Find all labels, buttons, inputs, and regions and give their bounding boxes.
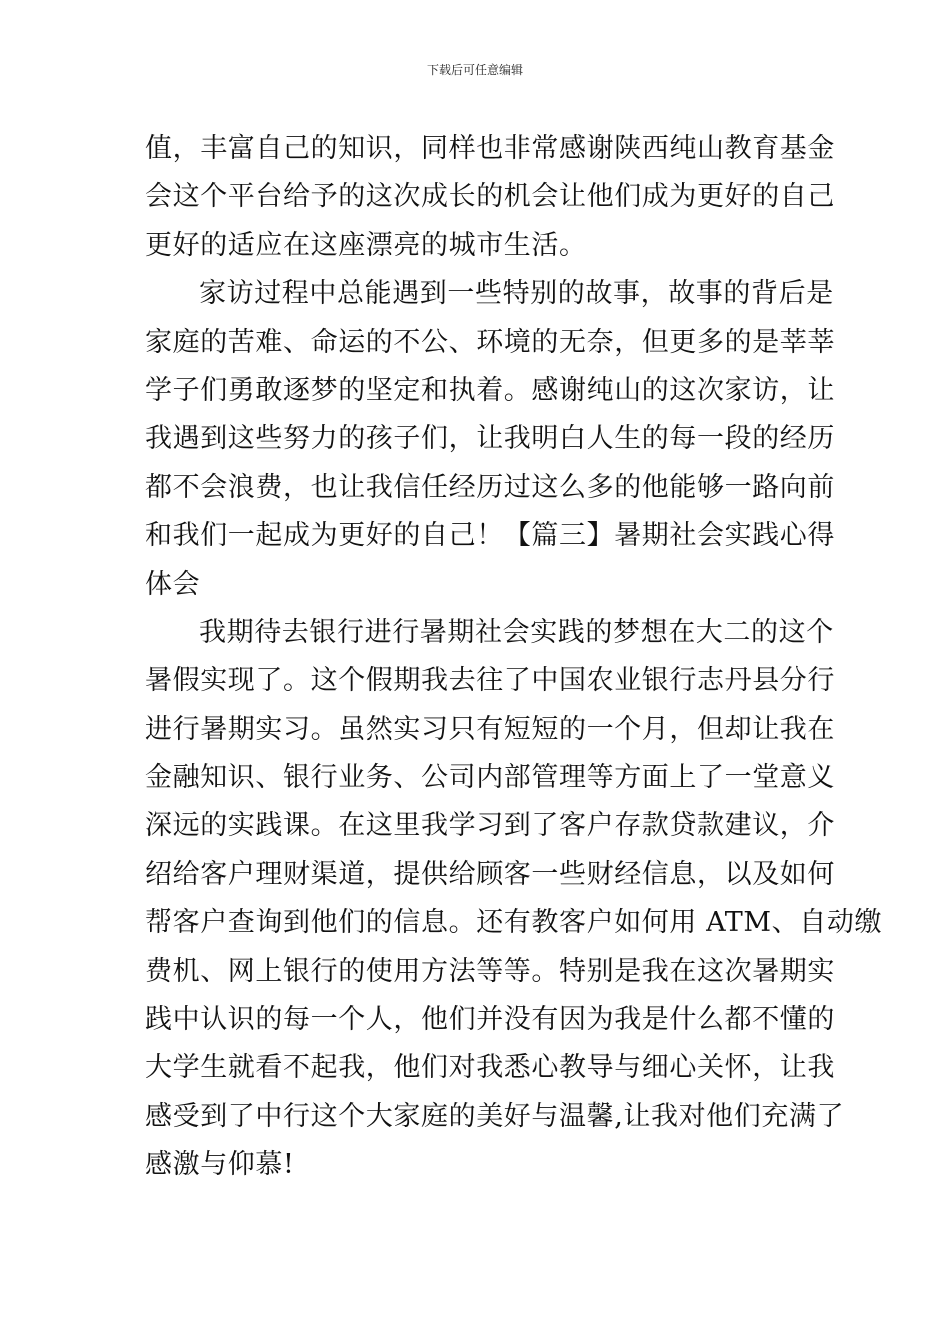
text-line: 绍给客户理财渠道，提供给顾客一些财经信息，以及如何 <box>145 858 835 890</box>
text-line: 会这个平台给予的这次成长的机会让他们成为更好的自己 <box>145 181 835 213</box>
text-line: 暑假实现了。这个假期我去往了中国农业银行志丹县分行 <box>145 665 835 697</box>
text-line: 体会 <box>145 568 201 600</box>
text-line: 家庭的苦难、命运的不公、环境的无奈，但更多的是莘莘 <box>145 326 835 358</box>
text-line: 大学生就看不起我，他们对我悉心教导与细心关怀，让我 <box>145 1052 835 1084</box>
text-line: 感受到了中行这个大家庭的美好与温馨,让我对他们充满了 <box>145 1100 845 1132</box>
text-line: 都不会浪费，也让我信任经历过这么多的他能够一路向前 <box>145 471 835 503</box>
text-line: 深远的实践课。在这里我学习到了客户存款贷款建议，介 <box>145 810 835 842</box>
text-line: 金融知识、银行业务、公司内部管理等方面上了一堂意义 <box>145 762 835 794</box>
text-line: 值，丰富自己的知识，同样也非常感谢陕西纯山教育基金 <box>145 133 835 164</box>
text-line: 和我们一起成为更好的自己！【篇三】暑期社会实践心得 <box>145 520 835 552</box>
document-body <box>145 125 883 1190</box>
paragraph-first-line: 家访过程中总能遇到一些特别的故事，故事的背后是 <box>199 278 834 310</box>
text-line: 学子们勇敢逐梦的坚定和执着。感谢纯山的这次家访，让 <box>145 374 835 406</box>
text-line: 践中认识的每一个人，他们并没有因为我是什么都不懂的 <box>145 1004 835 1036</box>
paragraph-first-line: 我期待去银行进行暑期社会实践的梦想在大二的这个 <box>199 616 834 648</box>
text-line: 帮客户查询到他们的信息。还有教客户如何用 ATM、自动缴 <box>145 907 883 939</box>
text-line: 更好的适应在这座漂亮的城市生活。 <box>145 229 587 261</box>
text-line: 费机、网上银行的使用方法等等。特别是我在这次暑期实 <box>145 955 835 987</box>
page-header: 下载后可任意编辑 <box>426 63 523 77</box>
text-line: 我遇到这些努力的孩子们，让我明白人生的每一段的经历 <box>145 423 835 455</box>
text-line: 进行暑期实习。虽然实习只有短短的一个月，但却让我在 <box>145 713 835 745</box>
text-line: 感激与仰慕! <box>145 1149 295 1181</box>
